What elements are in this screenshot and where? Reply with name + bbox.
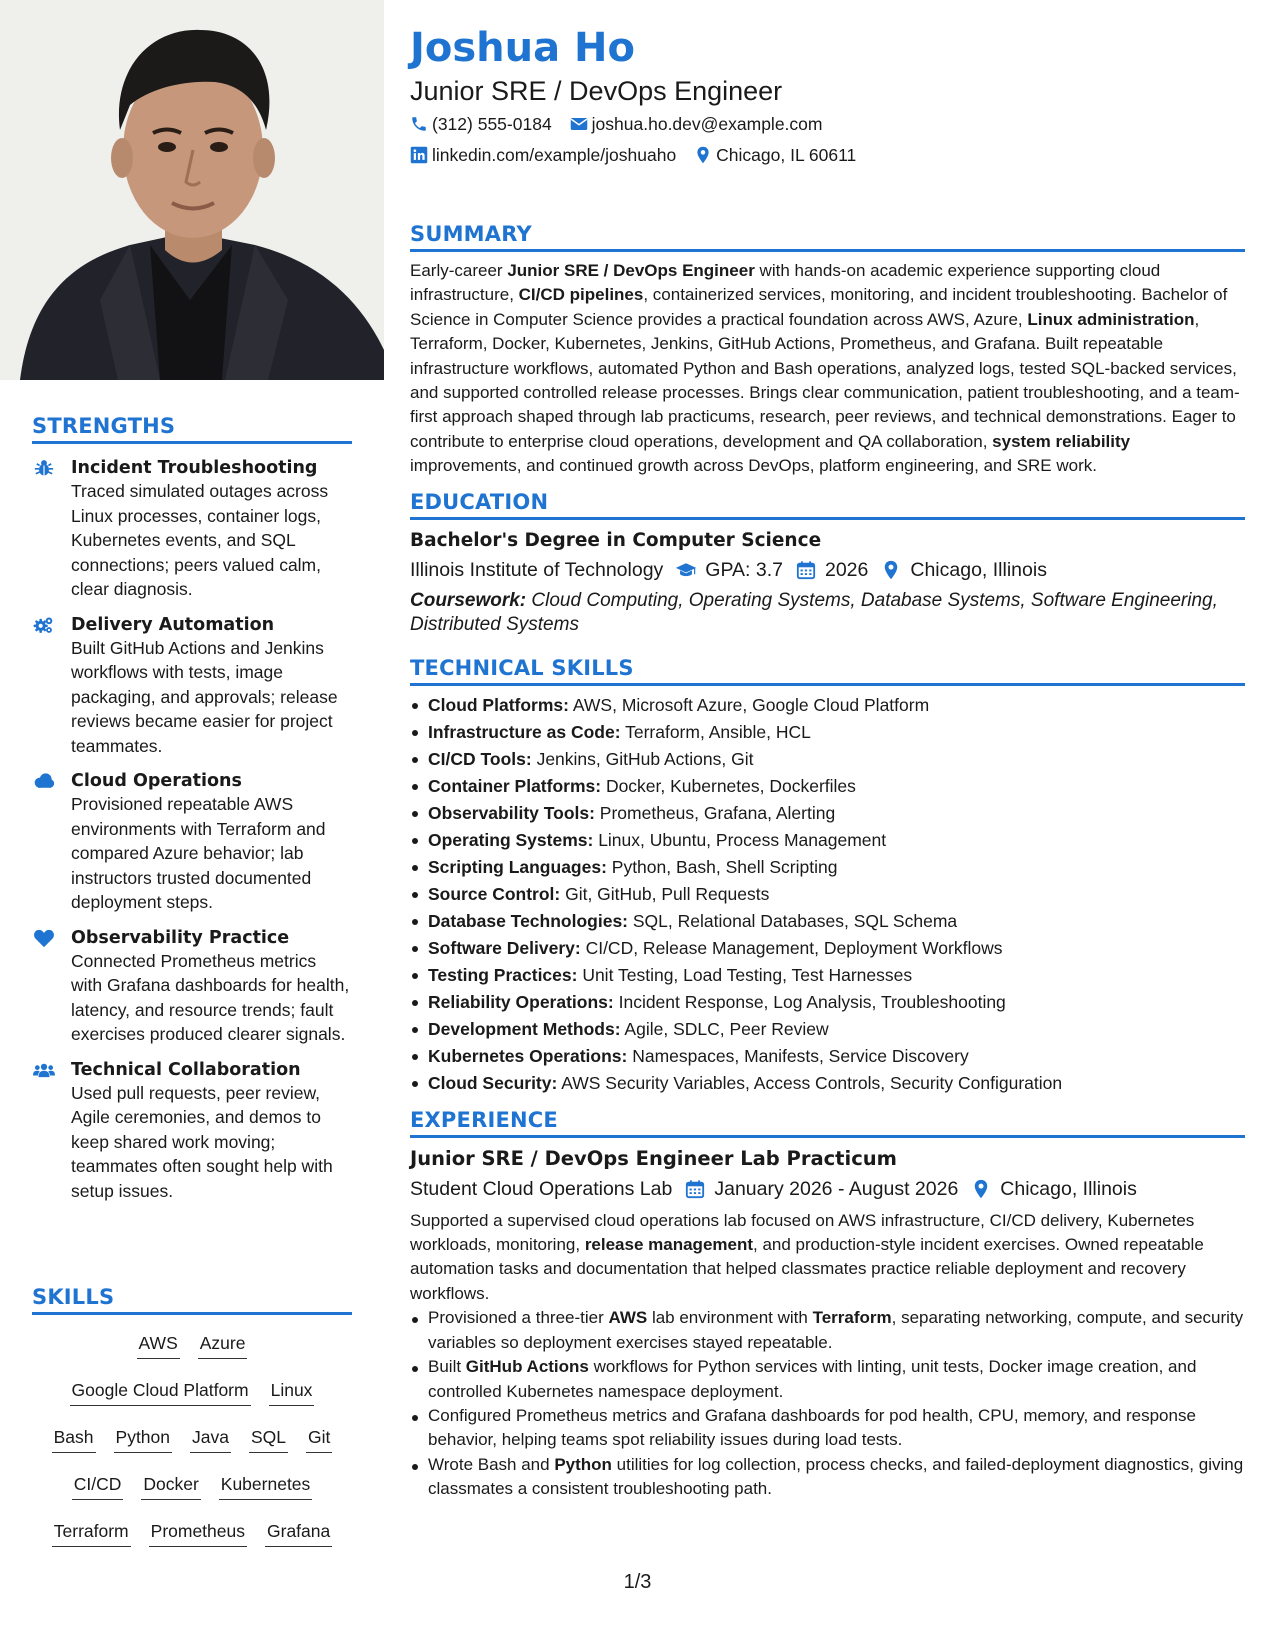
text-segment: utilities for log collection, process checks, and failed-deployment diagnostics, giving classmates a consistent troubleshooting path. (428, 1454, 1244, 1499)
main-column (410, 221, 1245, 1502)
strength-item (32, 927, 352, 1047)
strengths-heading: STRENGTHS (32, 413, 352, 444)
text-segment: Wrote Bash and (428, 1454, 555, 1474)
emphasized-text: AWS (608, 1308, 648, 1328)
skill-category: Cloud Platforms: (428, 694, 569, 715)
experience-heading: EXPERIENCE (410, 1107, 1245, 1138)
summary-section (410, 221, 1245, 479)
skill-values: Terraform, Ansible, HCL (620, 721, 811, 742)
skill-values: Linux, Ubuntu, Process Management (593, 829, 887, 850)
strength-item (32, 614, 352, 759)
emphasized-text: CI/CD pipelines (518, 285, 644, 305)
technical-skill-item (410, 962, 1245, 989)
skills-row (32, 1379, 352, 1406)
skills-row (32, 1520, 352, 1547)
text-segment: Provisioned a three-tier (428, 1308, 609, 1328)
experience-section (410, 1107, 1245, 1502)
calendar-icon (795, 560, 817, 580)
strength-description: Connected Prometheus metrics with Grafana dashboards for health, latency, and resource trends; fault exercises produced clearer signals. (71, 950, 350, 1044)
phone-item (410, 113, 552, 135)
emphasized-text: GitHub Actions (465, 1357, 589, 1377)
technical-skill-item (410, 827, 1245, 854)
skill-values: Jenkins, GitHub Actions, Git (531, 748, 754, 769)
map-pin-icon (880, 560, 902, 580)
skills-section (32, 1284, 352, 1547)
job-title: Junior SRE / DevOps Engineer Lab Practicum (410, 1146, 897, 1170)
skill-chip: Linux (269, 1379, 315, 1406)
technical-skill-item (410, 719, 1245, 746)
linkedin-item[interactable] (410, 144, 676, 166)
skills-row (32, 1332, 352, 1359)
technical-skill-item (410, 989, 1245, 1016)
skill-chip: Grafana (265, 1520, 332, 1547)
strength-description: Provisioned repeatable AWS environments with Terraform and compared Azure behavior; lab instructors trusted documented deployment steps. (71, 794, 326, 912)
text-segment: improvements, and continued growth across DevOps, platform engineering, and SRE work. (410, 456, 1097, 476)
strength-description: Traced simulated outages across Linux processes, container logs, Kubernetes events, and SQL connections; peers valued calm, clear diagnosis. (71, 481, 329, 599)
strength-title: Observability Practice (71, 927, 290, 948)
technical-skill-item (410, 908, 1245, 935)
skill-chip: Prometheus (149, 1520, 247, 1547)
strength-item (32, 770, 352, 915)
page-number: 1/3 (623, 1571, 652, 1593)
graduation-year: 2026 (824, 558, 869, 581)
skill-values: Agile, SDLC, Peer Review (620, 1018, 829, 1039)
emphasized-text: Python (554, 1454, 612, 1474)
map-pin-icon (970, 1179, 992, 1199)
profile-photo (0, 0, 384, 380)
skill-category: Development Methods: (428, 1018, 621, 1039)
skill-values: Incident Response, Log Analysis, Troubleshooting (613, 991, 1006, 1012)
text-segment: lab environment with (647, 1308, 813, 1328)
skill-category: Testing Practices: (428, 964, 578, 985)
skill-values: Prometheus, Grafana, Alerting (594, 802, 836, 823)
skill-category: Source Control: (428, 883, 561, 904)
strength-title: Incident Troubleshooting (71, 458, 318, 478)
job-location: Chicago, Illinois (1000, 1177, 1137, 1200)
skill-category: Cloud Security: (428, 1072, 558, 1093)
skill-chip: Git (306, 1426, 332, 1453)
education-meta (410, 557, 1245, 583)
emphasized-text: Junior SRE / DevOps Engineer (507, 261, 755, 280)
technical-skill-item (410, 692, 1245, 719)
email-link[interactable]: joshua.ho.dev@example.com (591, 114, 823, 134)
technical-skill-item (410, 1070, 1245, 1097)
technical-skills-section (410, 655, 1245, 1097)
text-segment: , separating networking, compute, and security variables so deployment exercises stayed repeatable. (428, 1308, 1244, 1352)
phone-icon (410, 115, 428, 133)
candidate-role: Junior SRE / DevOps Engineer (410, 76, 783, 106)
skill-chip: AWS (137, 1332, 180, 1359)
strengths-section (32, 413, 352, 1203)
location-item (694, 144, 856, 166)
technical-skill-item (410, 746, 1245, 773)
coursework-list: Cloud Computing, Operating Systems, Database Systems, Software Engineering, Distributed Systems (410, 589, 1218, 636)
skill-values: Git, GitHub, Pull Requests (560, 883, 770, 904)
emphasized-text: Linux administration (1027, 309, 1195, 329)
skill-category: Scripting Languages: (428, 856, 607, 877)
cloud-icon (32, 771, 56, 791)
text-segment: , and production-style incident exercises. Owned repeatable automation tasks and documentation that helped classmates practice reliable deployment and recovery workflows. (410, 1235, 1204, 1303)
technical-skill-item (410, 800, 1245, 827)
technical-skill-item (410, 881, 1245, 908)
location-text: Chicago, IL 60611 (716, 145, 857, 165)
strength-description: Used pull requests, peer review, Agile ceremonies, and demos to keep shared work moving; teammates often sought help with setup issues. (71, 1082, 333, 1201)
technical-skill-item (410, 935, 1245, 962)
technical-skill-item (410, 1043, 1245, 1070)
degree-title: Bachelor's Degree in Computer Science (410, 529, 822, 551)
coursework-label: Coursework: (410, 589, 527, 611)
envelope-icon (570, 115, 588, 133)
skill-chip: Python (114, 1426, 172, 1453)
linkedin-icon (410, 146, 428, 164)
technical-skill-item (410, 854, 1245, 881)
skill-chip: SQL (249, 1426, 288, 1453)
skill-category: Observability Tools: (428, 802, 595, 823)
skill-chip: Kubernetes (219, 1473, 313, 1500)
text-segment: , Terraform, Docker, Kubernetes, Jenkins, GitHub Actions, Prometheus, and Grafana. Built repeatable infrastructure workflows, automated Python and Bash operations, analyzed logs, tested SQL-backed services, and supported controlled release processes. Brings clear communication, patient troubleshooting, and a team-first approach shaped through lab practicums, research, peer reviews, and technical demonstrations. Eager to contribute to enterprise cloud operations, development and QA collaboration, (410, 309, 1240, 451)
strength-title: Delivery Automation (71, 614, 275, 635)
education-section (410, 489, 1245, 638)
skill-values: Python, Bash, Shell Scripting (606, 856, 838, 877)
skill-category: Software Delivery: (428, 937, 581, 958)
emphasized-text: release management (584, 1235, 754, 1255)
strength-title: Cloud Operations (71, 771, 242, 791)
strength-description: Built GitHub Actions and Jenkins workflows with tests, image packaging, and approvals; release reviews became easier for project teammates. (71, 637, 338, 756)
email-item[interactable] (570, 113, 823, 135)
skill-values: SQL, Relational Databases, SQL Schema (628, 910, 958, 931)
organization-name: Student Cloud Operations Lab (410, 1177, 673, 1200)
skill-category: Operating Systems: (428, 829, 594, 850)
summary-paragraph (410, 259, 1245, 479)
users-icon (32, 1060, 56, 1080)
school-name: Illinois Institute of Technology (410, 558, 664, 581)
contact-row (410, 113, 840, 135)
linkedin-link[interactable]: linkedin.com/example/joshuaho (432, 145, 677, 165)
job-bullet (410, 1355, 1245, 1404)
job-bullets (410, 1306, 1245, 1501)
skill-category: Container Platforms: (428, 775, 602, 796)
skill-chip: Java (190, 1426, 231, 1453)
text-segment: Early-career (410, 261, 508, 280)
text-segment: Built (428, 1357, 466, 1377)
text-segment: with hands-on academic experience supporting cloud infrastructure, (410, 261, 1161, 305)
emphasized-text: Terraform (812, 1308, 892, 1328)
emphasized-text: system reliability (992, 431, 1131, 451)
skills-row (32, 1426, 352, 1453)
job-bullet (410, 1453, 1245, 1502)
skill-category: CI/CD Tools: (428, 748, 532, 769)
strength-item (32, 457, 352, 602)
gpa-text: GPA: 3.7 (705, 558, 783, 581)
strength-title: Technical Collaboration (71, 1059, 301, 1080)
text-segment: workflows for Python services with linting, unit tests, Docker image creation, and controlled Kubernetes namespace deployment. (428, 1357, 1197, 1401)
education-heading: EDUCATION (410, 489, 1245, 520)
text-segment: , containerized services, monitoring, and incident troubleshooting. Bachelor of Science in Computer Science provides a practical foundation across AWS, Azure, (410, 285, 1228, 329)
candidate-name: Joshua Ho (410, 25, 635, 71)
sidebar (0, 0, 384, 1650)
skill-category: Infrastructure as Code: (428, 721, 621, 742)
contact-row (410, 144, 874, 166)
bug-icon (32, 458, 56, 478)
skill-category: Reliability Operations: (428, 991, 614, 1012)
skills-row (32, 1473, 352, 1500)
skill-chip: Google Cloud Platform (70, 1379, 251, 1406)
skill-chip: Docker (141, 1473, 200, 1500)
skill-values: Unit Testing, Load Testing, Test Harnesses (577, 964, 913, 985)
job-bullet (410, 1306, 1245, 1355)
strength-item (32, 1059, 352, 1204)
calendar-icon (684, 1179, 706, 1199)
skills-heading: SKILLS (32, 1284, 352, 1315)
skill-values: AWS Security Variables, Access Controls, Security Configuration (557, 1072, 1063, 1093)
technical-skill-item (410, 773, 1245, 800)
school-location: Chicago, Illinois (910, 558, 1047, 581)
summary-heading: SUMMARY (410, 221, 1245, 252)
skill-values: CI/CD, Release Management, Deployment Workflows (580, 937, 1003, 958)
technical-skills-list (410, 692, 1245, 1097)
technical-skill-item (410, 1016, 1245, 1043)
skill-category: Database Technologies: (428, 910, 629, 931)
text-segment: Configured Prometheus metrics and Grafana dashboards for pod health, CPU, memory, and response behavior, helping teams spot reliability issues during load tests. (428, 1405, 1196, 1450)
graduation-cap-icon (675, 560, 697, 580)
coursework (410, 589, 1245, 638)
skill-chip: Azure (198, 1332, 248, 1359)
text-segment: Supported a supervised cloud operations lab focused on AWS infrastructure, CI/CD delivery, Kubernetes workloads, monitoring, (410, 1210, 1195, 1255)
job-bullet (410, 1404, 1245, 1453)
skill-values: Namespaces, Manifests, Service Discovery (627, 1045, 969, 1066)
gears-icon (32, 615, 56, 635)
skill-values: AWS, Microsoft Azure, Google Cloud Platform (568, 694, 930, 715)
skill-values: Docker, Kubernetes, Dockerfiles (601, 775, 856, 796)
skill-chip: Terraform (52, 1520, 131, 1547)
skill-chip: CI/CD (72, 1473, 124, 1500)
skill-chip: Bash (52, 1426, 96, 1453)
skill-category: Kubernetes Operations: (428, 1045, 628, 1066)
map-pin-icon (694, 146, 712, 164)
job-dates: January 2026 - August 2026 (714, 1177, 959, 1200)
job-description (410, 1209, 1245, 1307)
heart-icon (32, 928, 56, 948)
phone-text: (312) 555-0184 (432, 114, 552, 134)
job-meta (410, 1176, 1245, 1202)
technical-skills-heading: TECHNICAL SKILLS (410, 655, 1245, 686)
